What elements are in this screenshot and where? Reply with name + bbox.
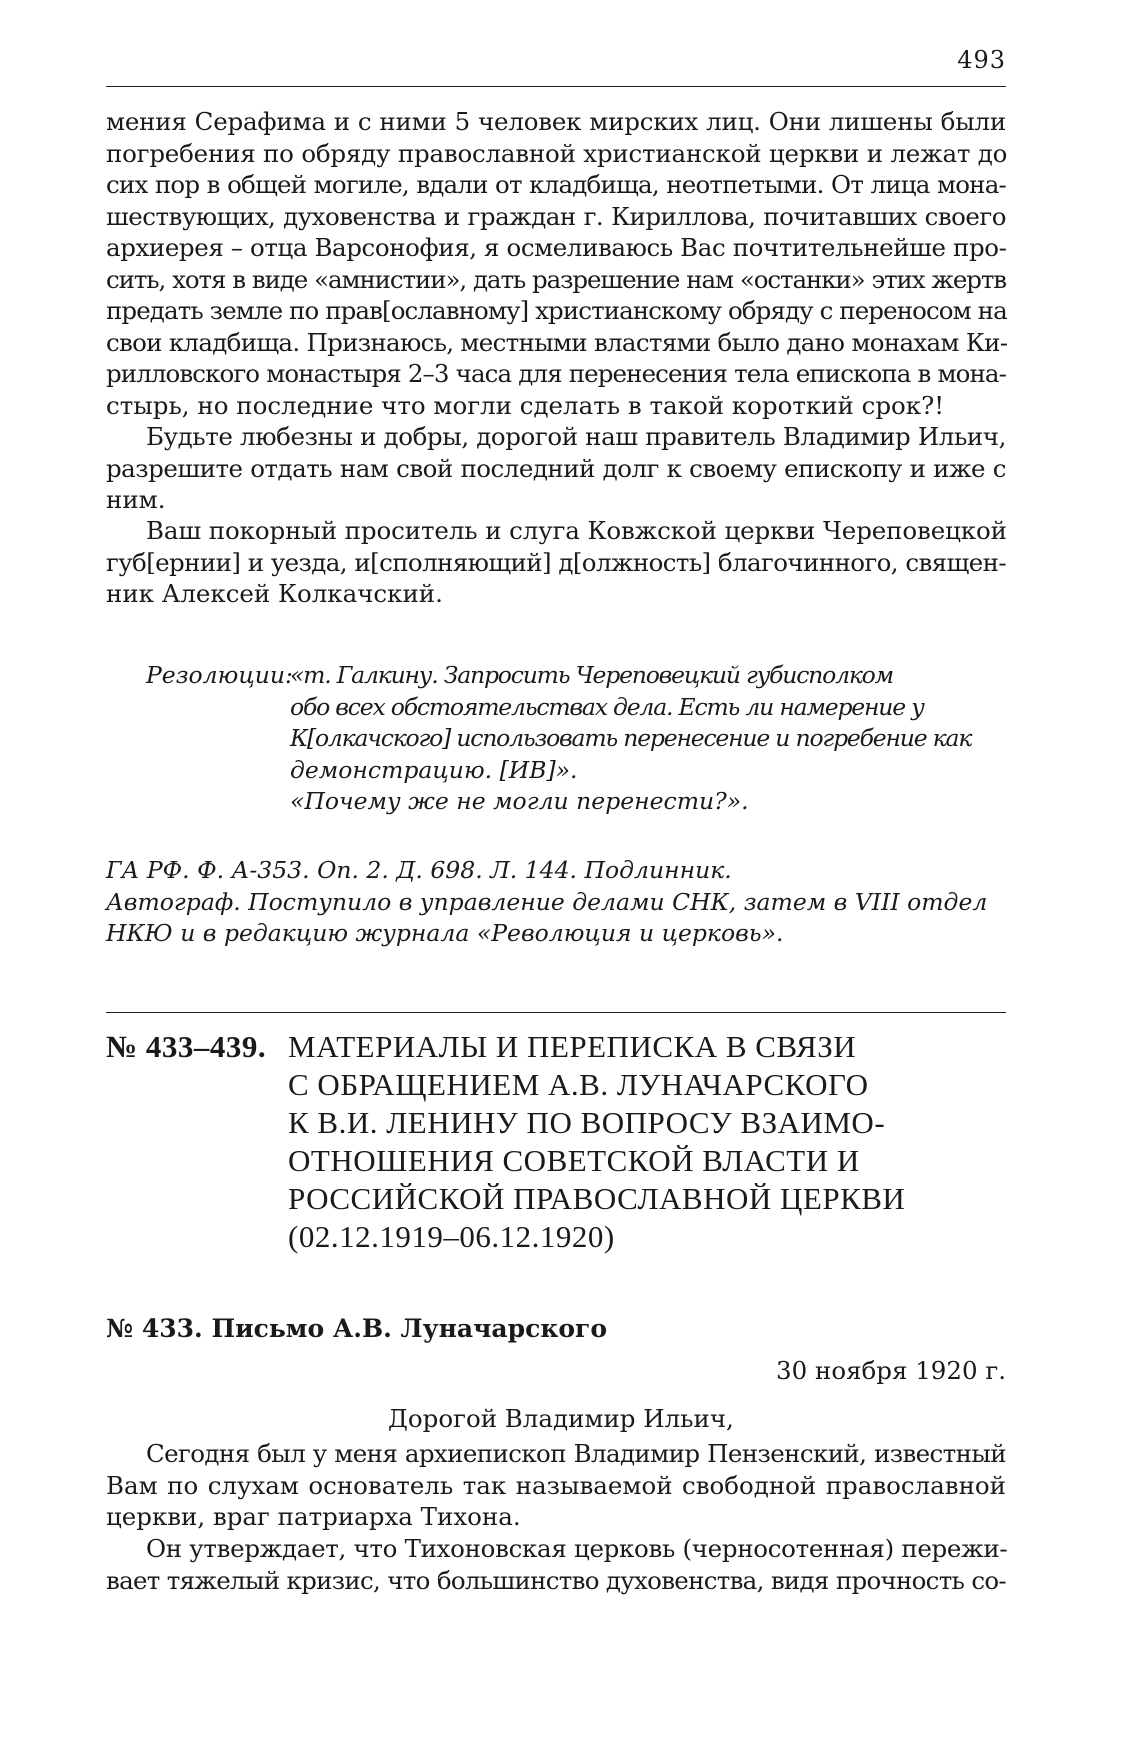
text-line: сить, хотя в виде «амнистии», дать разрешение нам «останки» этих жертв [106,264,1006,294]
text-line: стырь, но последние что могли сделать в такой короткий срок?! [106,390,945,420]
resolution-line: «Почему же не могли перенести?». [290,787,749,815]
text-line: ник Алексей Колкачский. [106,579,443,608]
text-line: предать земле по прав[ославному] христианскому обряду с переносом на [106,296,1007,325]
resolutions-label: Резолюции: [146,661,293,689]
text-line: губ[ернии] и уезда, и[сполняющий] д[олжность] благочинного, священ- [106,547,1006,577]
text-line: вает тяжелый кризис, что большинство духовенства, видя прочность со- [106,1565,1006,1595]
letter-signature [106,515,1006,610]
text-line: Вам по слухам основатель так называемой свободной православной [106,1470,1006,1500]
text-line: мения Серафима и с ними 5 человек мирских лиц. Они лишены были [106,107,1006,136]
archive-line: НКЮ и в редакцию журнала «Революция и церковь». [106,919,784,947]
section-title-line: РОССИЙСКОЙ ПРАВОСЛАВНОЙ ЦЕРКВИ [288,1181,906,1216]
section-title-line: ОТНОШЕНИЯ СОВЕТСКОЙ ВЛАСТИ И [288,1143,860,1178]
section-title-line: С ОБРАЩЕНИЕМ А.В. ЛУНАЧАРСКОГО [288,1067,869,1102]
text-line: Ваш покорный проситель и слуга Ковжской церкви Череповецкой [146,516,1007,545]
text-line: церкви, враг патриарха Тихона. [106,1502,521,1531]
text-line: разрешите отдать нам свой последний долг к своему епископу и иже с [106,453,1006,483]
section-title [288,1028,1008,1256]
text-line: архиерея – отца Варсонофия, я осмеливаюсь Вас почтительнейше про- [106,233,1007,262]
resolutions-body [290,660,972,818]
text-line: рилловского монастыря 2–3 часа для перенесения тела епископа в мона- [106,359,1006,388]
text-line: Сегодня был у меня архиепископ Владимир Пензенский, известный [146,1439,1006,1468]
section-number: № 433–439. [106,1029,267,1064]
archive-reference [106,855,987,950]
resolution-line: демонстрацию. [ИВ]». [290,755,578,784]
section-title-line: (02.12.1919–06.12.1920) [288,1219,615,1254]
archive-line: Автограф. Поступило в управление делами СНК, затем в VIII отдел [106,887,988,916]
resolution-line: К[олкачского] использовать перенесение и погребение как [290,724,972,752]
resolution-line: «т. Галкину. Запросить Череповецкий губисполком [290,661,893,689]
text-line: Он утверждает, что Тихоновская церковь (черносотенная) пережи- [146,1534,1008,1563]
resolution-line: обо всех обстоятельствах дела. Есть ли намерение у [290,692,924,721]
section-rule [106,1012,1006,1013]
text-line: сих пор в общей могиле, вдали от кладбища, неотпетыми. От лица мона- [106,170,1006,199]
header-rule [106,86,1006,87]
document-heading: № 433. Письмо А.В. Луначарского [106,1314,608,1343]
archive-line: ГА РФ. Ф. А-353. Оп. 2. Д. 698. Л. 144. Подлинник. [106,856,732,884]
page-number: 493 [957,46,1006,74]
letter-paragraph-2 [106,421,1006,516]
document-paragraph-1 [106,1438,1006,1533]
greeting: Дорогой Владимир Ильич, [388,1404,734,1433]
section-title-line: К В.И. ЛЕНИНУ ПО ВОПРОСУ ВЗАИМО- [288,1105,886,1140]
text-line: свои кладбища. Признаюсь, местными властями было дано монахам Ки- [106,327,1008,357]
document-date: 30 ноября 1920 г. [776,1356,1006,1385]
document-paragraph-2 [106,1533,1006,1596]
letter-paragraph-1 [106,106,1006,421]
text-line: Будьте любезны и добры, дорогой наш правитель Владимир Ильич, [146,422,1006,451]
text-line: ним. [106,485,166,514]
text-line: шествующих, духовенства и граждан г. Кириллова, почитавших своего [106,201,1006,231]
section-title-line: МАТЕРИАЛЫ И ПЕРЕПИСКА В СВЯЗИ [288,1029,857,1064]
text-line: погребения по обряду православной христианской церкви и лежат до [106,138,1008,168]
